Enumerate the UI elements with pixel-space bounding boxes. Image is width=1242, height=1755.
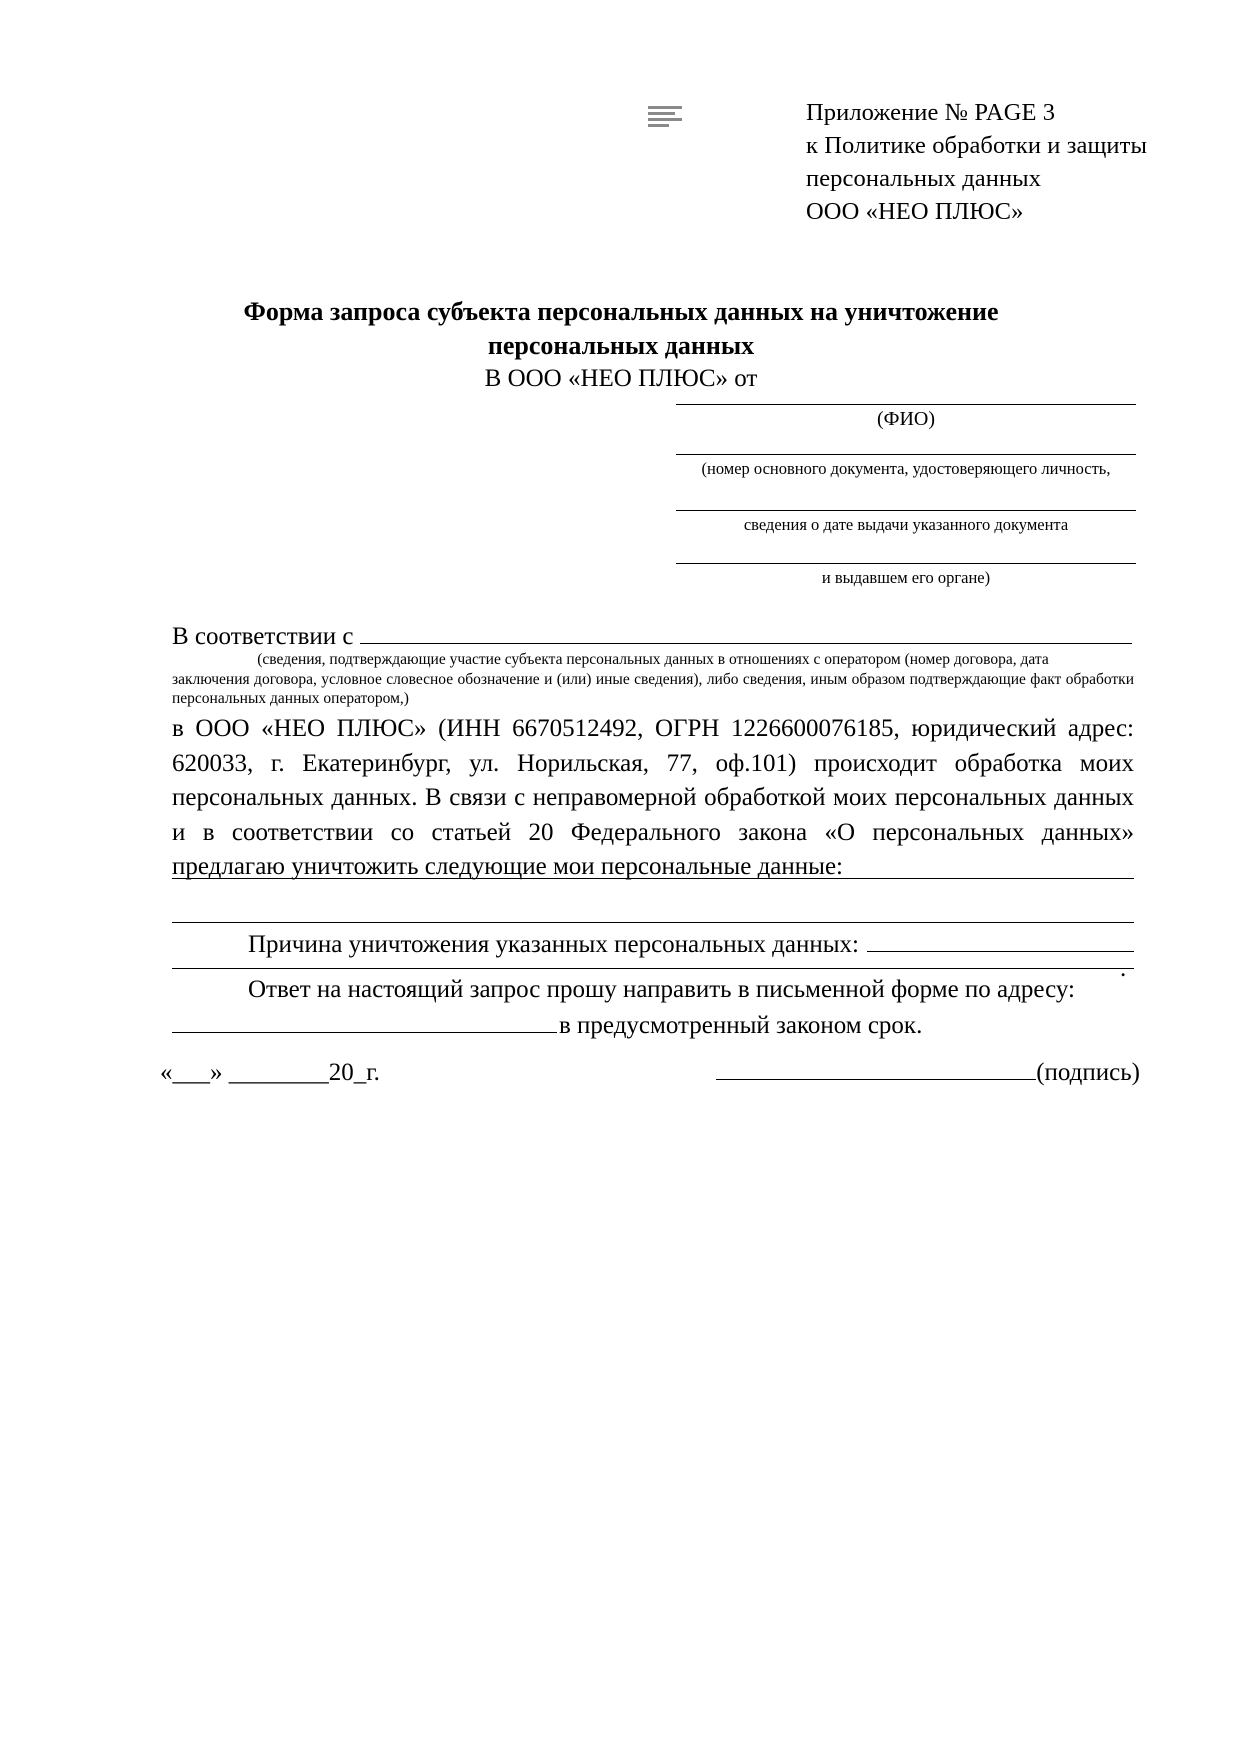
header-line-2: к Политике обработки и защиты: [806, 132, 1148, 159]
body-paragraph: в ООО «НЕО ПЛЮС» (ИНН 6670512492, ОГРН 1226600076185, юридический адрес: 620033, г. Екатеринбург, ул. Норильская, 77, оф.101) происходит обработка моих персональных данных. В связи с неправомерной обработкой моих персональных данных и в соответствии со статьей 20 Федерального закона «О персональных данных» предлагаю уничтожить следующие мои персональные данные:: [172, 715, 1134, 880]
reason-row: [248, 930, 1134, 960]
personal-data-input-rule-1[interactable]: [172, 878, 1134, 879]
reason-input-rule-2[interactable]: [172, 968, 1134, 969]
date-field[interactable]: «___» ________20_г.: [160, 1059, 380, 1086]
page-title: [0, 295, 1242, 363]
accordance-input-rule[interactable]: [360, 623, 1132, 644]
field-fio: [676, 404, 1136, 429]
header-line-1: Приложение № PAGE 3: [806, 99, 1056, 126]
document-date-caption: сведения о дате выдачи указанного документа: [743, 515, 1069, 534]
field-document-date: [676, 510, 1136, 535]
issuing-authority-caption: и выдавшем его органе): [821, 568, 991, 587]
header-line-4: ООО «НЕО ПЛЮС»: [806, 198, 1024, 225]
answer-line-1: Ответ на настоящий запрос прошу направить в письменной форме по адресу:: [248, 976, 1075, 1003]
personal-data-input-rule-2[interactable]: [172, 922, 1134, 923]
stamp-mark-icon: [648, 106, 682, 130]
accordance-note: [172, 650, 1134, 709]
reason-input-rule[interactable]: [867, 931, 1134, 952]
header-line-3: персональных данных: [806, 165, 1042, 192]
header-text-block: [806, 96, 1147, 228]
fio-caption: (ФИО): [876, 408, 935, 430]
addressee-line: В ООО «НЕО ПЛЮС» от: [484, 365, 758, 392]
accordance-label: В соответствии с: [172, 623, 354, 650]
field-document-number: [676, 454, 1136, 479]
reason-end-dot: .: [1120, 955, 1127, 982]
signature-caption: (подпись): [1036, 1059, 1140, 1086]
accordance-note-line-1: (сведения, подтверждающие участие субъекта персональных данных в отношениях с оператором (номер договора, дата: [257, 651, 1049, 668]
field-issuing-authority: [676, 563, 1136, 588]
accordance-note-rest: заключения договора, условное словесное обозначение и (или) иные сведения), либо сведения, иным образом подтверждающие факт обработки персональных данных оператором,): [172, 670, 1134, 707]
answer-address-input-rule[interactable]: [172, 1012, 557, 1033]
answer-line-2-row: [172, 1010, 1134, 1042]
fio-input-rule[interactable]: [676, 404, 1136, 405]
issuing-authority-input-rule[interactable]: [676, 563, 1136, 564]
signature-input-rule[interactable]: [716, 1059, 1036, 1080]
reason-label: Причина уничтожения указанных персональных данных:: [248, 931, 859, 958]
accordance-row: [172, 622, 1132, 652]
page-title-line-2: персональных данных: [487, 331, 755, 360]
page-title-line-1: Форма запроса субъекта персональных данных на уничтожение: [243, 297, 999, 326]
signature-field: [716, 1058, 1140, 1088]
document-date-input-rule[interactable]: [676, 510, 1136, 511]
document-number-input-rule[interactable]: [676, 454, 1136, 455]
document-number-caption: (номер основного документа, удостоверяющего личность,: [701, 459, 1111, 478]
answer-line-2-text: в предусмотренный законом срок.: [559, 1012, 923, 1039]
